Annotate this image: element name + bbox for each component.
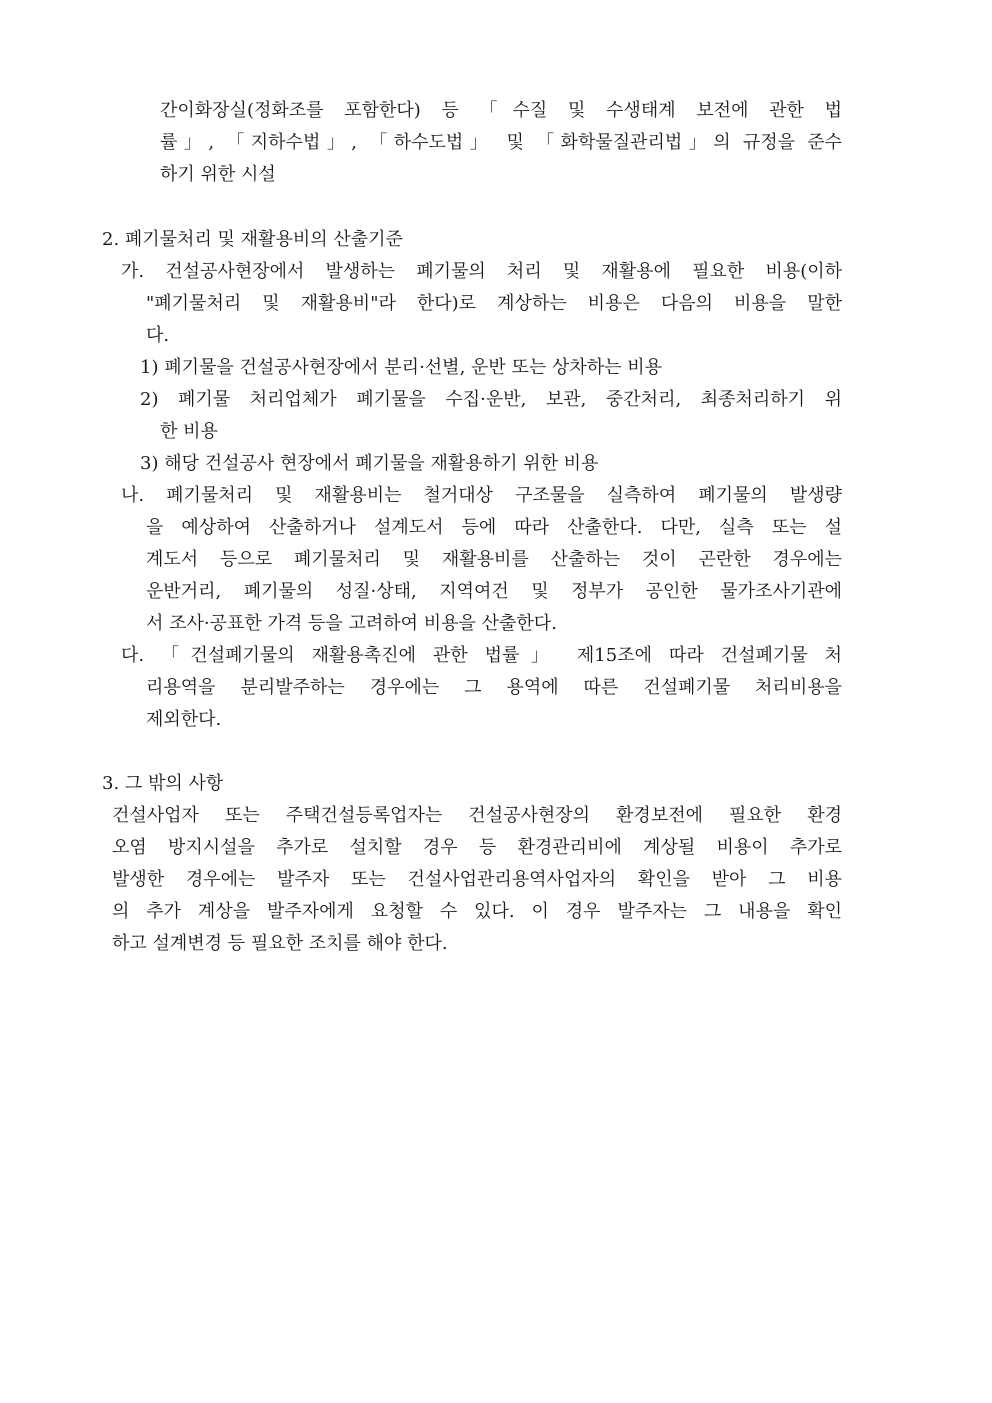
item-da-line-3: 제외한다. — [146, 709, 222, 730]
section-3-line-4: 의 추가 계상을 발주자에게 요청할 수 있다. 이 경우 발주자는 그 내용을 확인 — [112, 901, 842, 922]
item-na-line-4: 운반거리, 폐기물의 성질·상태, 지역여건 및 정부가 공인한 물가조사기관에 — [146, 581, 842, 602]
item-na-line-2: 을 예상하여 산출하거나 설계도서 등에 따라 산출한다. 다만, 실측 또는 설 — [146, 517, 842, 538]
item-ga-sub-2-line-1: 2) 폐기물 처리업체가 폐기물을 수집·운반, 보관, 중간처리, 최종처리하기 위 — [140, 389, 842, 410]
continuation-line-3: 하기 위한 시설 — [160, 164, 276, 185]
item-ga-sub-3: 3) 해당 건설공사 현장에서 폐기물을 재활용하기 위한 비용 — [140, 453, 599, 474]
section-3-line-1: 건설사업자 또는 주택건설등록업자는 건설공사현장의 환경보전에 필요한 환경 — [112, 805, 842, 826]
item-na-line-5: 서 조사·공표한 가격 등을 고려하여 비용을 산출한다. — [146, 613, 557, 634]
item-ga-line-1: 가. 건설공사현장에서 발생하는 폐기물의 처리 및 재활용에 필요한 비용(이하 — [121, 261, 842, 282]
section-3-heading: 3. 그 밖의 사항 — [102, 773, 224, 794]
item-ga-line-2: "폐기물처리 및 재활용비"라 한다)로 계상하는 비용은 다음의 비용을 말한 — [146, 293, 842, 314]
item-da-line-1: 다. 「건설폐기물의 재활용촉진에 관한 법률」 제15조에 따라 건설폐기물 처 — [121, 645, 842, 666]
continuation-line-1: 간이화장실(정화조를 포함한다) 등 「수질 및 수생태계 보전에 관한 법 — [160, 100, 842, 121]
section-2-heading: 2. 폐기물처리 및 재활용비의 산출기준 — [102, 229, 403, 250]
item-da-line-2: 리용역을 분리발주하는 경우에는 그 용역에 따른 건설폐기물 처리비용을 — [146, 677, 842, 698]
item-na-line-3: 계도서 등으로 폐기물처리 및 재활용비를 산출하는 것이 곤란한 경우에는 — [146, 549, 842, 570]
item-ga-sub-2-line-2: 한 비용 — [160, 421, 218, 442]
section-3-line-3: 발생한 경우에는 발주자 또는 건설사업관리용역사업자의 확인을 받아 그 비용 — [112, 869, 842, 890]
item-ga-line-3: 다. — [146, 325, 170, 346]
item-na-line-1: 나. 폐기물처리 및 재활용비는 철거대상 구조물을 실측하여 폐기물의 발생량 — [121, 485, 842, 506]
section-3-line-2: 오염 방지시설을 추가로 설치할 경우 등 환경관리비에 계상될 비용이 추가로 — [112, 837, 842, 858]
item-ga-sub-1: 1) 폐기물을 건설공사현장에서 분리·선별, 운반 또는 상차하는 비용 — [140, 357, 663, 378]
continuation-line-2: 률」, 「지하수법」, 「하수도법」 및 「화학물질관리법」의 규정을 준수 — [160, 132, 842, 153]
section-3-line-5: 하고 설계변경 등 필요한 조치를 해야 한다. — [112, 933, 448, 954]
